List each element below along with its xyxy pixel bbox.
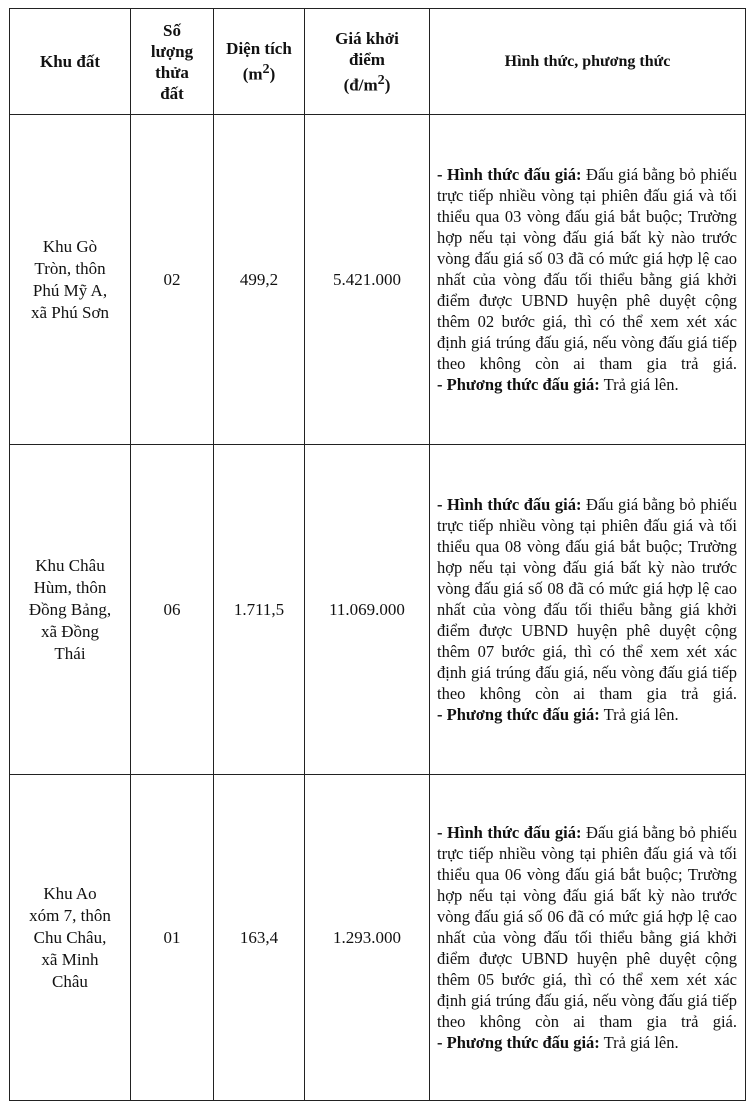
area-cell: Khu Gò Tròn, thôn Phú Mỹ A, xã Phú Sơn bbox=[10, 115, 131, 445]
header-price: Giá khởi điểm $(đ/m^2)$ bbox=[305, 9, 430, 115]
price-cell: 1.293.000 bbox=[305, 775, 430, 1101]
area-cell: Khu Ao xóm 7, thôn Chu Châu, xã Minh Châu bbox=[10, 775, 131, 1101]
table-row bbox=[10, 445, 746, 775]
auction-table bbox=[9, 8, 746, 1101]
count-cell: 01 bbox=[131, 775, 214, 1101]
header-area: Khu đất bbox=[10, 9, 131, 115]
method-cell: - Hình thức đấu giá: Đấu giá bằng bỏ phiếu trực tiếp nhiều vòng tại phiên đấu giá và tối thiểu qua 06 vòng đấu giá bắt buộc; Trường hợp nếu tại vòng đấu giá bất kỳ nào trước vòng đấu giá số 06 đã có mức giá hợp lệ cao nhất của vòng đấu tối thiểu bằng giá khởi điểm được UBND huyện phê duyệt cộng thêm 05 bước giá, thì có thể xem xét xác định giá trúng đấu giá, nếu vòng đấu giá tiếp theo không còn ai tham gia trả giá. - Phương thức đấu giá: Trả giá lên. bbox=[430, 775, 746, 1101]
table-row bbox=[10, 115, 746, 445]
header-count: Số lượng thửa đất bbox=[131, 9, 214, 115]
table-row bbox=[10, 775, 746, 1101]
size-cell: 499,2 bbox=[214, 115, 305, 445]
size-cell: 163,4 bbox=[214, 775, 305, 1101]
count-cell: 06 bbox=[131, 445, 214, 775]
count-cell: 02 bbox=[131, 115, 214, 445]
header-size: Diện tích $(m^2)$ bbox=[214, 9, 305, 115]
method-cell: - Hình thức đấu giá: Đấu giá bằng bỏ phiếu trực tiếp nhiều vòng tại phiên đấu giá và tối thiểu qua 03 vòng đấu giá bắt buộc; Trường hợp nếu tại vòng đấu giá bất kỳ nào trước vòng đấu giá số 03 đã có mức giá hợp lệ cao nhất của vòng đấu tối thiểu bằng giá khởi điểm được UBND huyện phê duyệt cộng thêm 02 bước giá, thì có thể xem xét xác định giá trúng đấu giá, nếu vòng đấu giá tiếp theo không còn ai tham gia trả giá. - Phương thức đấu giá: Trả giá lên. bbox=[430, 115, 746, 445]
price-cell: 5.421.000 bbox=[305, 115, 430, 445]
size-cell: 1.711,5 bbox=[214, 445, 305, 775]
price-cell: 11.069.000 bbox=[305, 445, 430, 775]
area-cell: Khu Châu Hùm, thôn Đồng Bảng, xã Đồng Thái bbox=[10, 445, 131, 775]
method-cell: - Hình thức đấu giá: Đấu giá bằng bỏ phiếu trực tiếp nhiều vòng tại phiên đấu giá và tối thiểu qua 08 vòng đấu giá bắt buộc; Trường hợp nếu tại vòng đấu giá bất kỳ nào trước vòng đấu giá số 08 đã có mức giá hợp lệ cao nhất của vòng đấu tối thiểu bằng giá khởi điểm được UBND huyện phê duyệt cộng thêm 07 bước giá, thì có thể xem xét xác định giá trúng đấu giá, nếu vòng đấu giá tiếp theo không còn ai tham gia trả giá. - Phương thức đấu giá: Trả giá lên. bbox=[430, 445, 746, 775]
header-method: Hình thức, phương thức bbox=[430, 9, 746, 115]
header-row bbox=[10, 9, 746, 115]
